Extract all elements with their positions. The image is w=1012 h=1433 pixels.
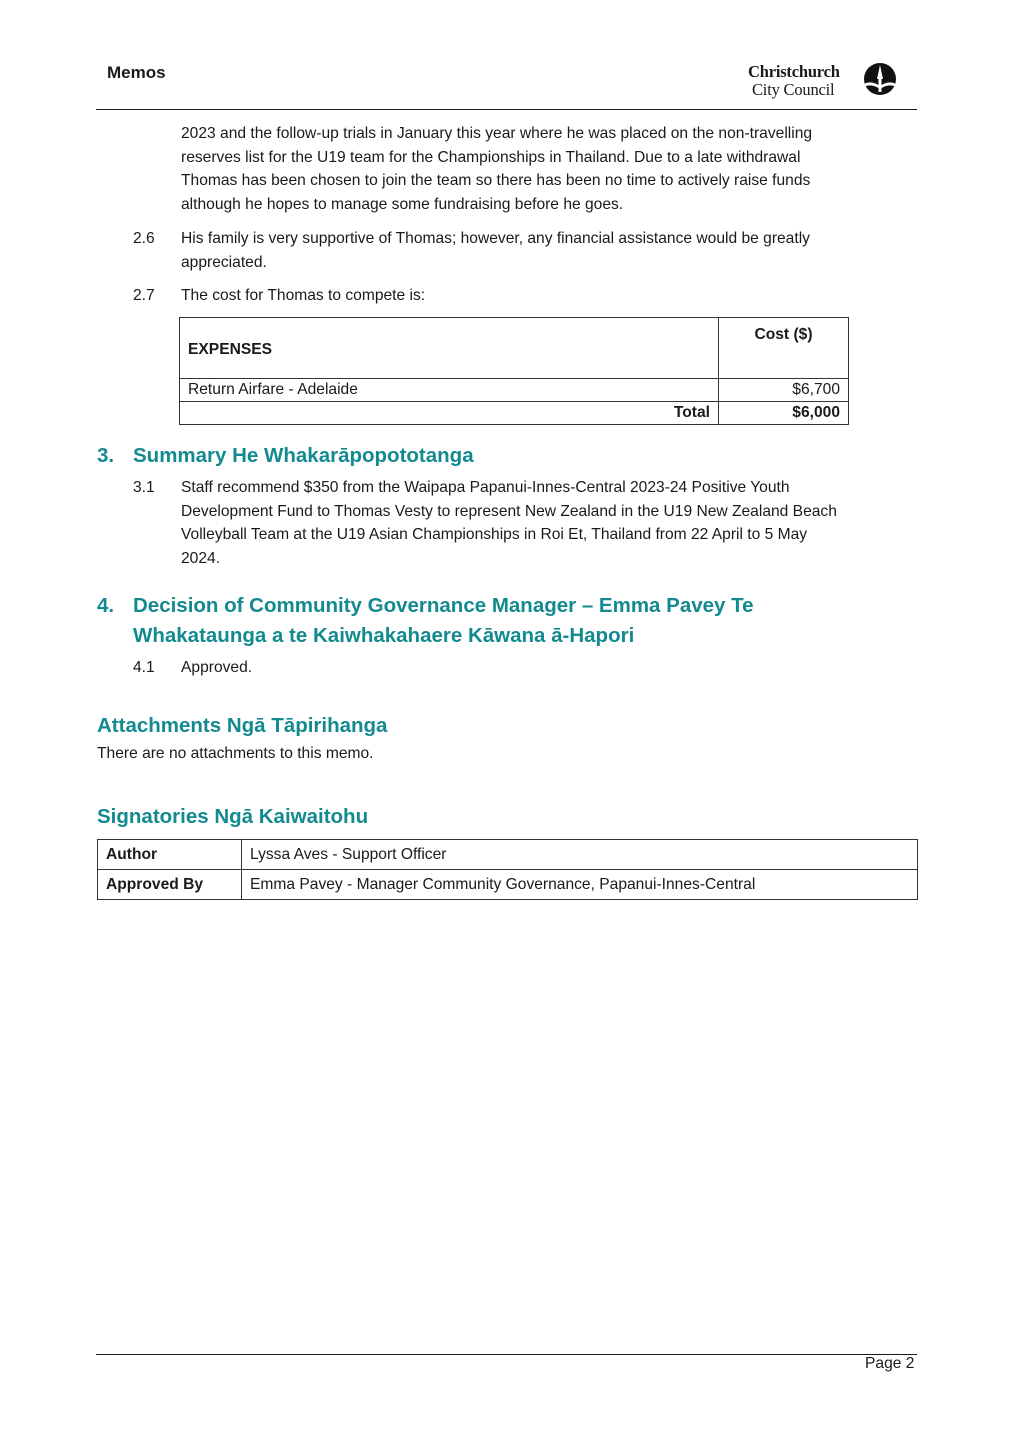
intro-paragraph xyxy=(181,122,911,216)
header-divider xyxy=(96,109,917,110)
signatories-heading: Signatories Ngā Kaiwaitohu xyxy=(97,805,369,828)
text-line: 2023 and the follow-up trials in January this year where he was placed on the non-travelling xyxy=(181,125,813,142)
cost-header: Cost ($) xyxy=(719,318,849,379)
expense-item: Return Airfare - Adelaide xyxy=(180,379,719,402)
item-number: 4.1 xyxy=(133,659,155,676)
council-logo xyxy=(748,62,900,102)
signatory-label: Approved By xyxy=(98,870,242,900)
attachments-heading: Attachments Ngā Tāpirihanga xyxy=(97,714,388,737)
page-number: Page 2 xyxy=(865,1355,915,1372)
signatory-label: Author xyxy=(98,840,242,870)
section-number: 4. xyxy=(97,594,115,617)
signatory-value: Emma Pavey - Manager Community Governance, Papanui-Innes-Central xyxy=(242,870,918,900)
cost-table xyxy=(179,317,849,425)
text-line: The cost for Thomas to compete is: xyxy=(181,287,426,304)
logo-text-line2: City Council xyxy=(752,80,835,99)
signatory-value: Lyssa Aves - Support Officer xyxy=(242,840,918,870)
total-value: $6,000 xyxy=(719,402,849,425)
text-line: reserves list for the U19 team for the Championships in Thailand. Due to a late withdrawal xyxy=(181,148,801,166)
heading-line: Whakataunga a te Kaiwhakahaere Kāwana ā-Hapori xyxy=(133,624,635,647)
footer-divider xyxy=(96,1354,917,1355)
item-paragraph xyxy=(181,227,911,274)
item-paragraph: Approved. xyxy=(181,659,253,676)
section-heading: Summary He Whakarāpopototanga xyxy=(133,444,474,467)
text-line: Staff recommend $350 from the Waipapa Papanui-Innes-Central 2023-24 Positive Youth xyxy=(181,479,790,496)
section-number: 3. xyxy=(97,444,115,467)
text-line: Thomas has been chosen to join the team so there has been no time to actively raise funds xyxy=(181,172,811,190)
item-number: 3.1 xyxy=(133,479,155,496)
text-line: Development Fund to Thomas Vesty to represent New Zealand in the U19 New Zealand Beach xyxy=(181,502,837,520)
signatories-table xyxy=(97,839,918,900)
table-row xyxy=(98,840,918,870)
total-label: Total xyxy=(180,402,719,425)
text-line: His family is very supportive of Thomas; however, any financial assistance would be greatly xyxy=(181,230,810,247)
section-heading xyxy=(133,591,833,651)
item-number: 2.6 xyxy=(133,230,155,247)
table-header-row xyxy=(180,318,849,379)
table-row xyxy=(98,870,918,900)
item-paragraph xyxy=(181,284,911,308)
cathedral-emblem-icon xyxy=(861,62,899,98)
item-paragraph xyxy=(181,476,911,570)
text-line: Volleyball Team at the U19 Asian Championships in Roi Et, Thailand from 22 April to 5 May xyxy=(181,526,808,544)
text-line: 2024. xyxy=(181,549,221,567)
text-line: although he hopes to manage some fundraising before he goes. xyxy=(181,195,624,213)
attachments-text: There are no attachments to this memo. xyxy=(97,745,374,762)
table-total-row xyxy=(180,402,849,425)
expenses-header: EXPENSES xyxy=(180,318,719,379)
page-header-title: Memos xyxy=(107,63,166,82)
text-line: appreciated. xyxy=(181,253,267,271)
table-row xyxy=(180,379,849,402)
heading-line: Decision of Community Governance Manager – Emma Pavey Te xyxy=(133,594,754,617)
expense-cost: $6,700 xyxy=(719,379,849,402)
logo-text-line1: Christchurch xyxy=(748,62,840,81)
item-number: 2.7 xyxy=(133,287,155,304)
